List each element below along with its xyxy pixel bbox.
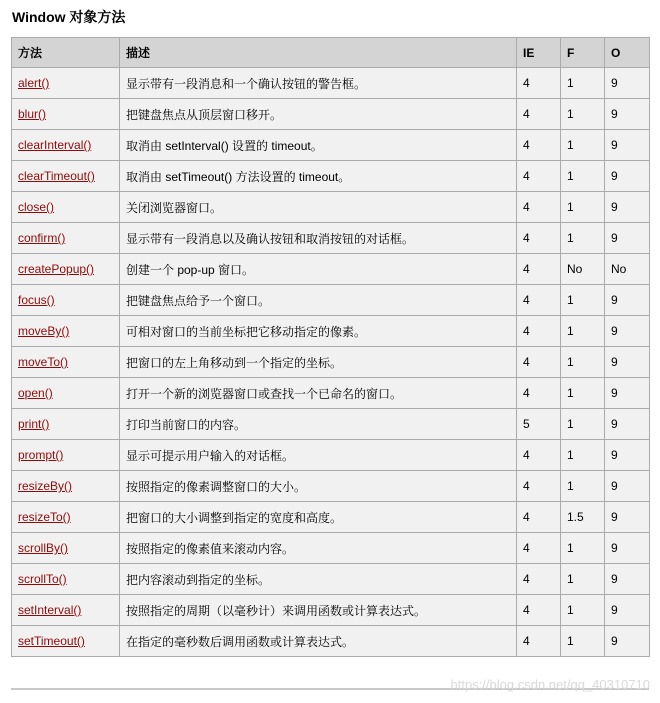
ie-version-cell: 4 (517, 564, 561, 595)
method-link[interactable]: alert() (18, 76, 50, 90)
description-cell: 显示带有一段消息和一个确认按钮的警告框。 (120, 68, 517, 99)
table-body (12, 68, 650, 657)
method-cell (12, 285, 120, 316)
description-cell: 按照指定的周期（以毫秒计）来调用函数或计算表达式。 (120, 595, 517, 626)
method-cell (12, 471, 120, 502)
description-cell: 把窗口的左上角移动到一个指定的坐标。 (120, 347, 517, 378)
window-methods-table (11, 37, 650, 657)
method-link[interactable]: confirm() (18, 231, 66, 245)
description-cell: 在指定的毫秒数后调用函数或计算表达式。 (120, 626, 517, 657)
opera-version-cell: 9 (605, 223, 650, 254)
description-cell: 显示带有一段消息以及确认按钮和取消按钮的对话框。 (120, 223, 517, 254)
method-link[interactable]: moveBy() (18, 324, 70, 338)
table-row (12, 564, 650, 595)
firefox-version-cell: 1 (561, 99, 605, 130)
opera-version-cell: 9 (605, 192, 650, 223)
table-row (12, 68, 650, 99)
description-cell: 把键盘焦点给予一个窗口。 (120, 285, 517, 316)
opera-version-cell: 9 (605, 564, 650, 595)
opera-version-cell: No (605, 254, 650, 285)
ie-version-cell: 4 (517, 471, 561, 502)
table-row (12, 192, 650, 223)
description-cell: 打开一个新的浏览器窗口或查找一个已命名的窗口。 (120, 378, 517, 409)
ie-version-cell: 4 (517, 378, 561, 409)
description-cell: 按照指定的像素值来滚动内容。 (120, 533, 517, 564)
method-link[interactable]: clearInterval() (18, 138, 92, 152)
method-cell (12, 192, 120, 223)
method-link[interactable]: setTimeout() (18, 634, 85, 648)
description-cell: 创建一个 pop-up 窗口。 (120, 254, 517, 285)
table-row (12, 285, 650, 316)
ie-version-cell: 4 (517, 440, 561, 471)
opera-version-cell: 9 (605, 502, 650, 533)
method-cell (12, 161, 120, 192)
firefox-version-cell: 1 (561, 471, 605, 502)
ie-version-cell: 4 (517, 502, 561, 533)
method-cell (12, 533, 120, 564)
method-cell (12, 347, 120, 378)
description-cell: 打印当前窗口的内容。 (120, 409, 517, 440)
ie-version-cell: 4 (517, 595, 561, 626)
method-link[interactable]: createPopup() (18, 262, 95, 276)
firefox-version-cell: 1 (561, 533, 605, 564)
column-header-description: 描述 (120, 38, 517, 68)
firefox-version-cell: 1 (561, 316, 605, 347)
ie-version-cell: 4 (517, 533, 561, 564)
method-cell (12, 99, 120, 130)
ie-version-cell: 4 (517, 285, 561, 316)
opera-version-cell: 9 (605, 161, 650, 192)
table-row (12, 502, 650, 533)
firefox-version-cell: 1 (561, 192, 605, 223)
description-cell: 把键盘焦点从顶层窗口移开。 (120, 99, 517, 130)
opera-version-cell: 9 (605, 378, 650, 409)
opera-version-cell: 9 (605, 68, 650, 99)
opera-version-cell: 9 (605, 471, 650, 502)
opera-version-cell: 9 (605, 533, 650, 564)
method-link[interactable]: scrollTo() (18, 572, 67, 586)
opera-version-cell: 9 (605, 626, 650, 657)
opera-version-cell: 9 (605, 595, 650, 626)
table-row (12, 347, 650, 378)
method-link[interactable]: scrollBy() (18, 541, 68, 555)
method-cell (12, 254, 120, 285)
table-row (12, 409, 650, 440)
table-row (12, 378, 650, 409)
method-cell (12, 626, 120, 657)
table-row (12, 99, 650, 130)
firefox-version-cell: No (561, 254, 605, 285)
firefox-version-cell: 1 (561, 626, 605, 657)
description-cell: 取消由 setInterval() 设置的 timeout。 (120, 130, 517, 161)
table-row (12, 316, 650, 347)
ie-version-cell: 4 (517, 130, 561, 161)
description-cell: 可相对窗口的当前坐标把它移动指定的像素。 (120, 316, 517, 347)
ie-version-cell: 4 (517, 161, 561, 192)
description-cell: 把内容滚动到指定的坐标。 (120, 564, 517, 595)
firefox-version-cell: 1 (561, 68, 605, 99)
method-link[interactable]: moveTo() (18, 355, 69, 369)
method-link[interactable]: prompt() (18, 448, 64, 462)
firefox-version-cell: 1 (561, 285, 605, 316)
description-cell: 显示可提示用户输入的对话框。 (120, 440, 517, 471)
firefox-version-cell: 1 (561, 595, 605, 626)
table-row (12, 223, 650, 254)
firefox-version-cell: 1 (561, 347, 605, 378)
opera-version-cell: 9 (605, 285, 650, 316)
page-title: Window 对象方法 (12, 9, 126, 25)
firefox-version-cell: 1 (561, 409, 605, 440)
firefox-version-cell: 1 (561, 440, 605, 471)
table-row (12, 130, 650, 161)
opera-version-cell: 9 (605, 130, 650, 161)
method-cell (12, 595, 120, 626)
method-cell (12, 440, 120, 471)
ie-version-cell: 4 (517, 99, 561, 130)
opera-version-cell: 9 (605, 409, 650, 440)
table-row (12, 533, 650, 564)
method-link[interactable]: setInterval() (18, 603, 82, 617)
firefox-version-cell: 1.5 (561, 502, 605, 533)
method-cell (12, 223, 120, 254)
table-row (12, 440, 650, 471)
opera-version-cell: 9 (605, 347, 650, 378)
column-header-firefox: F (561, 38, 605, 68)
description-cell: 关闭浏览器窗口。 (120, 192, 517, 223)
ie-version-cell: 4 (517, 254, 561, 285)
method-cell (12, 502, 120, 533)
ie-version-cell: 4 (517, 192, 561, 223)
table-row (12, 595, 650, 626)
method-cell (12, 378, 120, 409)
opera-version-cell: 9 (605, 316, 650, 347)
ie-version-cell: 4 (517, 223, 561, 254)
method-link[interactable]: focus() (18, 293, 55, 307)
table-row (12, 471, 650, 502)
description-cell: 把窗口的大小调整到指定的宽度和高度。 (120, 502, 517, 533)
method-cell (12, 316, 120, 347)
firefox-version-cell: 1 (561, 161, 605, 192)
method-link[interactable]: close() (18, 200, 55, 214)
ie-version-cell: 5 (517, 409, 561, 440)
firefox-version-cell: 1 (561, 130, 605, 161)
watermark: https://blog.csdn.net/qq_40310710 (450, 677, 650, 692)
method-cell (12, 68, 120, 99)
column-header-method: 方法 (12, 38, 120, 68)
method-link[interactable]: resizeTo() (18, 510, 71, 524)
method-link[interactable]: resizeBy() (18, 479, 73, 493)
ie-version-cell: 4 (517, 347, 561, 378)
method-cell (12, 409, 120, 440)
firefox-version-cell: 1 (561, 378, 605, 409)
column-header-opera: O (605, 38, 650, 68)
ie-version-cell: 4 (517, 316, 561, 347)
table-header-row (12, 38, 650, 68)
opera-version-cell: 9 (605, 440, 650, 471)
table-row (12, 161, 650, 192)
method-cell (12, 564, 120, 595)
ie-version-cell: 4 (517, 626, 561, 657)
column-header-ie: IE (517, 38, 561, 68)
ie-version-cell: 4 (517, 68, 561, 99)
description-cell: 按照指定的像素调整窗口的大小。 (120, 471, 517, 502)
method-link[interactable]: clearTimeout() (18, 169, 95, 183)
table-row (12, 254, 650, 285)
opera-version-cell: 9 (605, 99, 650, 130)
firefox-version-cell: 1 (561, 564, 605, 595)
method-cell (12, 130, 120, 161)
table-row (12, 626, 650, 657)
method-link[interactable]: open() (18, 386, 53, 400)
method-link[interactable]: blur() (18, 107, 47, 121)
firefox-version-cell: 1 (561, 223, 605, 254)
description-cell: 取消由 setTimeout() 方法设置的 timeout。 (120, 161, 517, 192)
method-link[interactable]: print() (18, 417, 50, 431)
